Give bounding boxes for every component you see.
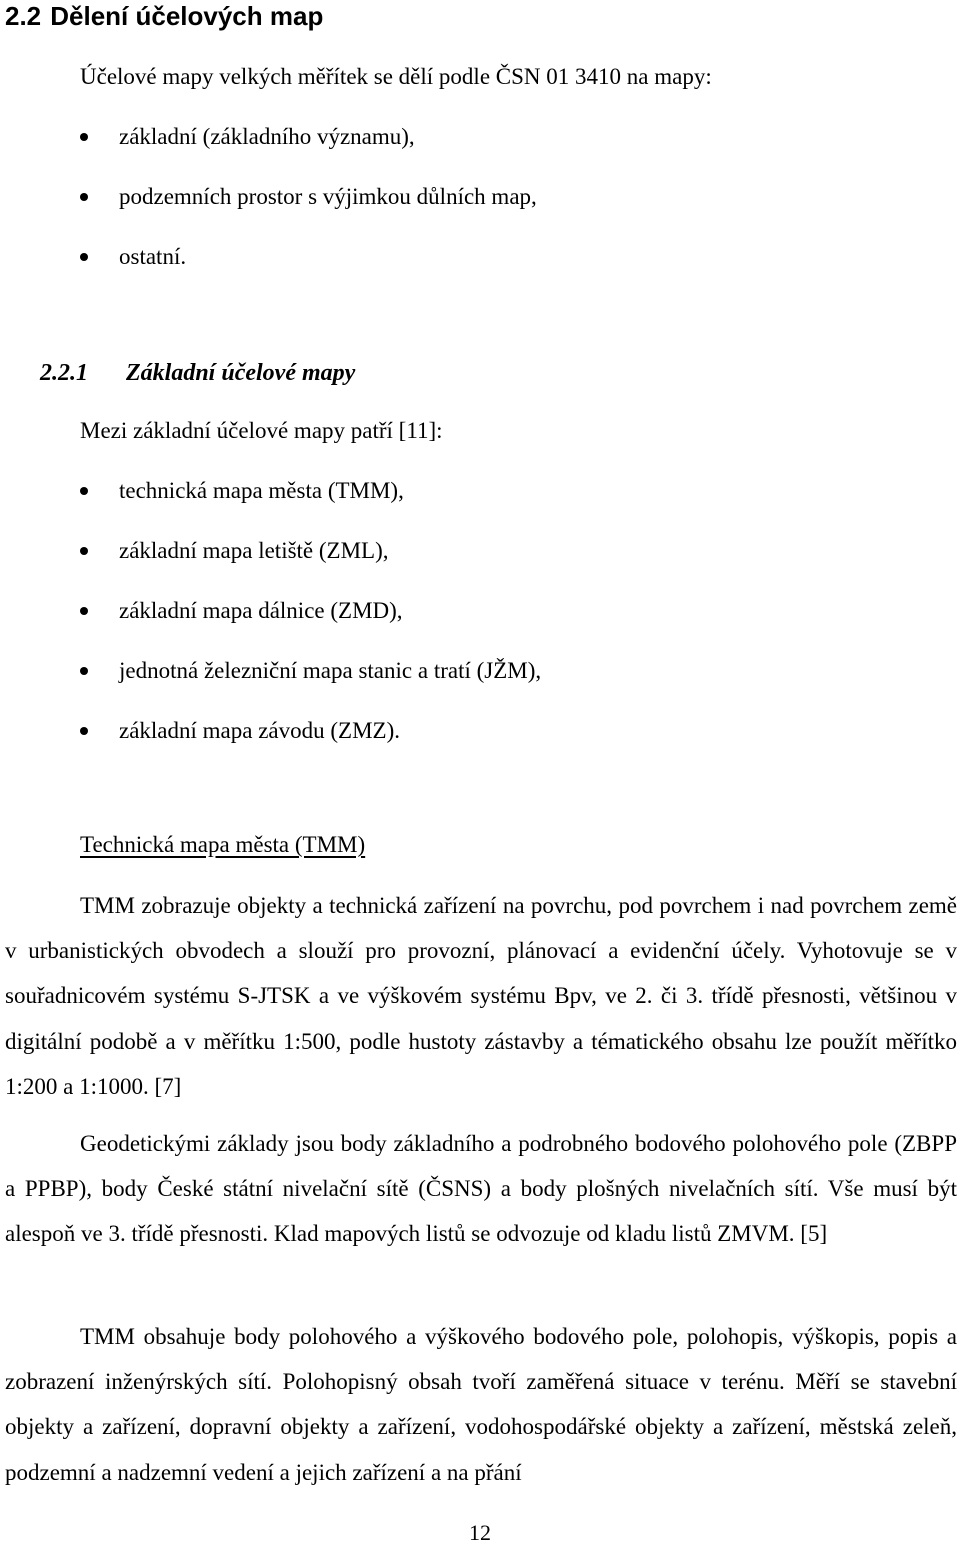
section-heading <box>5 0 323 32</box>
bullet-icon <box>80 607 88 615</box>
section-title: Dělení účelových map <box>50 1 324 31</box>
bullet-icon <box>80 727 88 735</box>
subsection-intro: Mezi základní účelové mapy patří [11]: <box>80 418 443 443</box>
paragraph: Geodetickými základy jsou body základního a podrobného bodového polohového pole (ZBPP a PPBP), body České státní nivelační sítě (ČSNS) a body plošných nivelačních sítí. Vše musí být alespoň ve 3. třídě přesnosti. Klad mapových listů se odvozuje od kladu listů ZMVM. [5] <box>5 1131 957 1247</box>
paragraph: TMM zobrazuje objekty a technická zařízení na povrchu, pod povrchem i nad povrchem země v urbanistických obvodech a slouží pro provozní, plánovací a evidenční účely. Vyhotovuje se v souřadnicovém systému S-JTSK a ve výškovém systému Bpv, ve 2. či 3. třídě přesnosti, většinou v digitální podobě a v měřítku 1:500, podle hustoty zástavby a tématického obsahu lze použít měřítko 1:200 a 1:1000. [7] <box>5 893 957 1099</box>
section-intro: Účelové mapy velkých měřítek se dělí podle ČSN 01 3410 na mapy: <box>80 64 712 89</box>
paragraph: TMM obsahuje body polohového a výškového bodového pole, polohopis, výškopis, popis a zobrazení inženýrských sítí. Polohopisný obsah tvoří zaměřená situace v terénu. Měří se stavební objekty a zařízení, dopravní objekty a zařízení, vodohospodářské objekty a zařízení, městská zeleň, podzemní a nadzemní vedení a jejich zařízení a na přání <box>5 1324 957 1485</box>
subsection-number: 2.2.1 <box>40 360 88 386</box>
tmm-heading: Technická mapa města (TMM) <box>80 832 366 857</box>
bullet-icon <box>80 667 88 675</box>
subsection-title: Základní účelové mapy <box>126 360 356 386</box>
subsection-heading <box>40 358 355 388</box>
page-number: 12 <box>469 1520 491 1545</box>
bullet-icon <box>80 133 88 141</box>
bullet-icon <box>80 193 88 201</box>
bullet-icon <box>80 547 88 555</box>
bullet-icon <box>80 487 88 495</box>
document-page: 2.2 Dělení účelových map Účelové mapy velkých měřítek se dělí podle ČSN 01 3410 na mapy: základní (základního významu), podzemních prostor s výjimkou důlních map, ostatní. 2.2.1 Základní účelové mapy Mezi základní účelové mapy patří [11]: technická mapa města (TMM), základní mapa letiště (ZML), základní mapa dálnice (ZMD), jednotná železniční mapa stanic a tratí (JŽM), základní mapa závodu (ZMZ). Technická mapa města (TMM) TMM zobrazuje objekty a technická zařízení na povrchu, pod povrchem i nad povrchem země v urbanistických obvodech a slouží pro provozní, plánovací a evidenční účely. Vyhotovuje se v souřadnicovém systému S-JTSK a ve výškovém systému Bpv, ve 2. či 3. třídě přesnosti, většinou v digitální podobě a v měřítku 1:500, podle hustoty zástavby a tématického obsahu lze použít měřítko 1:200 a 1:1000. [7] Geodetickými základy jsou body základního a podrobného bodového polohového pole (ZBPP a PPBP), body České státní nivelační sítě (ČSNS) a body plošných nivelačních sítí. Vše musí být alespoň ve 3. třídě přesnosti. Klad mapových listů se odvozuje od kladu listů ZMVM. [5] TMM obsahuje body polohového a výškového bodového pole, polohopis, výškopis, popis a zobrazení inženýrských sítí. Polohopisný obsah tvoří zaměřená situace v terénu. Měří se stavební objekty a zařízení, dopravní objekty a zařízení, vodohospodářské objekty a zařízení, městská zeleň, podzemní a nadzemní vedení a jejich zařízení a na přání 12 <box>0 0 960 1544</box>
bullet-icon <box>80 253 88 261</box>
section-number: 2.2 <box>5 1 42 31</box>
